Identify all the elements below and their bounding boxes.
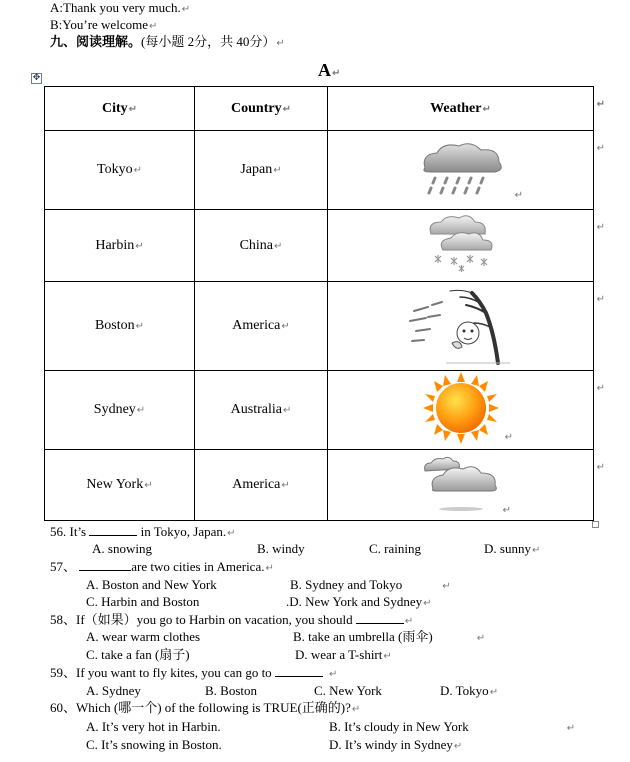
- table-row: [45, 131, 594, 210]
- table-header-row: [45, 87, 594, 131]
- city-cell: New York↵: [45, 450, 195, 521]
- q58-option-b: B. take an umbrella (雨伞) ↵: [293, 629, 486, 644]
- country-cell: Japan↵: [195, 131, 328, 210]
- q59-option-c: C. New York: [314, 683, 382, 698]
- q56-option-d: D. sunny↵: [484, 541, 541, 556]
- paragraph-mark-icon: ↵: [332, 68, 341, 79]
- paragraph-mark-icon: ↵: [181, 4, 191, 15]
- section-heading: 九、阅读理解。(每小题 2分，共 40分）↵: [50, 34, 285, 49]
- weather-cell: ↵ ↵: [328, 131, 594, 210]
- answer-blank[interactable]: [89, 523, 137, 536]
- q60-option-d: D. It’s windy in Sydney↵: [329, 737, 463, 752]
- table-row: [45, 450, 594, 521]
- snow-cloud-icon: [421, 212, 501, 274]
- paragraph-mark-icon: ↵: [276, 38, 285, 49]
- table-row: [45, 210, 594, 282]
- q60-option-a: A. It’s very hot in Harbin.: [86, 719, 221, 734]
- header-city: City↵: [45, 87, 195, 131]
- windy-tree-icon: [406, 283, 516, 365]
- answer-blank[interactable]: [79, 558, 131, 571]
- question-57: 57、 are two cities in America.↵: [50, 559, 274, 574]
- header-weather: Weather↵ ↵: [328, 87, 594, 131]
- q56-option-a: A. snowing: [92, 541, 152, 556]
- q60-option-b: B. It’s cloudy in New York ↵: [329, 719, 576, 734]
- passage-letter: A↵: [318, 60, 341, 80]
- dialogue-line-a: A:Thank you very much.↵: [50, 0, 191, 15]
- country-cell: America↵: [195, 450, 328, 521]
- paragraph-mark-icon: ↵: [148, 21, 158, 32]
- q59-option-b: B. Boston: [205, 683, 258, 698]
- weather-table: [44, 86, 605, 521]
- weather-cell: ↵: [328, 282, 594, 371]
- city-cell: Sydney↵: [45, 371, 195, 450]
- q57-option-c: C. Harbin and Boston: [86, 594, 200, 609]
- sun-icon: [423, 372, 499, 444]
- q56-option-b: B. windy: [257, 541, 305, 556]
- table-move-handle-icon[interactable]: ✥: [32, 73, 41, 83]
- weather-cell: ↵ ↵: [328, 450, 594, 521]
- q58-option-c: C. take a fan (扇子): [86, 647, 190, 662]
- table-row: [45, 371, 594, 450]
- q57-option-a: A. Boston and New York: [86, 577, 217, 592]
- dialogue-line-b: B:You’re welcome↵: [50, 17, 158, 32]
- table-resize-handle[interactable]: [592, 521, 599, 528]
- cloudy-icon: [421, 453, 501, 513]
- q59-option-d: D. Tokyo↵: [440, 683, 499, 698]
- country-cell: Australia↵: [195, 371, 328, 450]
- weather-cell: ↵ ↵: [328, 371, 594, 450]
- question-58: 58、If（如果）you go to Harbin on vacation, you should ↵: [50, 612, 414, 627]
- question-59: 59、If you want to fly kites, you can go to ↵: [50, 665, 338, 680]
- q57-option-b: B. Sydney and Tokyo ↵: [290, 577, 451, 592]
- q57-option-d: .D. New York and Sydney↵: [286, 594, 432, 609]
- header-country: Country↵: [195, 87, 328, 131]
- q59-option-a: A. Sydney: [86, 683, 141, 698]
- question-56: 56. It’s in Tokyo, Japan.↵: [50, 524, 236, 539]
- q56-option-c: C. raining: [369, 541, 421, 556]
- city-cell: Harbin↵: [45, 210, 195, 282]
- rain-cloud-icon: [411, 138, 511, 198]
- answer-blank[interactable]: [275, 664, 323, 677]
- q58-option-d: D. wear a T-shirt↵: [295, 647, 392, 662]
- q60-option-c: C. It’s snowing in Boston.: [86, 737, 222, 752]
- weather-cell: ↵: [328, 210, 594, 282]
- answer-blank[interactable]: [356, 611, 404, 624]
- question-60: 60、Which (哪一个) of the following is TRUE(正确的)?↵: [50, 700, 361, 715]
- q58-option-a: A. wear warm clothes: [86, 629, 201, 644]
- city-cell: Tokyo↵: [45, 131, 195, 210]
- city-cell: Boston↵: [45, 282, 195, 371]
- country-cell: China↵: [195, 210, 328, 282]
- table-row: [45, 282, 594, 371]
- country-cell: America↵: [195, 282, 328, 371]
